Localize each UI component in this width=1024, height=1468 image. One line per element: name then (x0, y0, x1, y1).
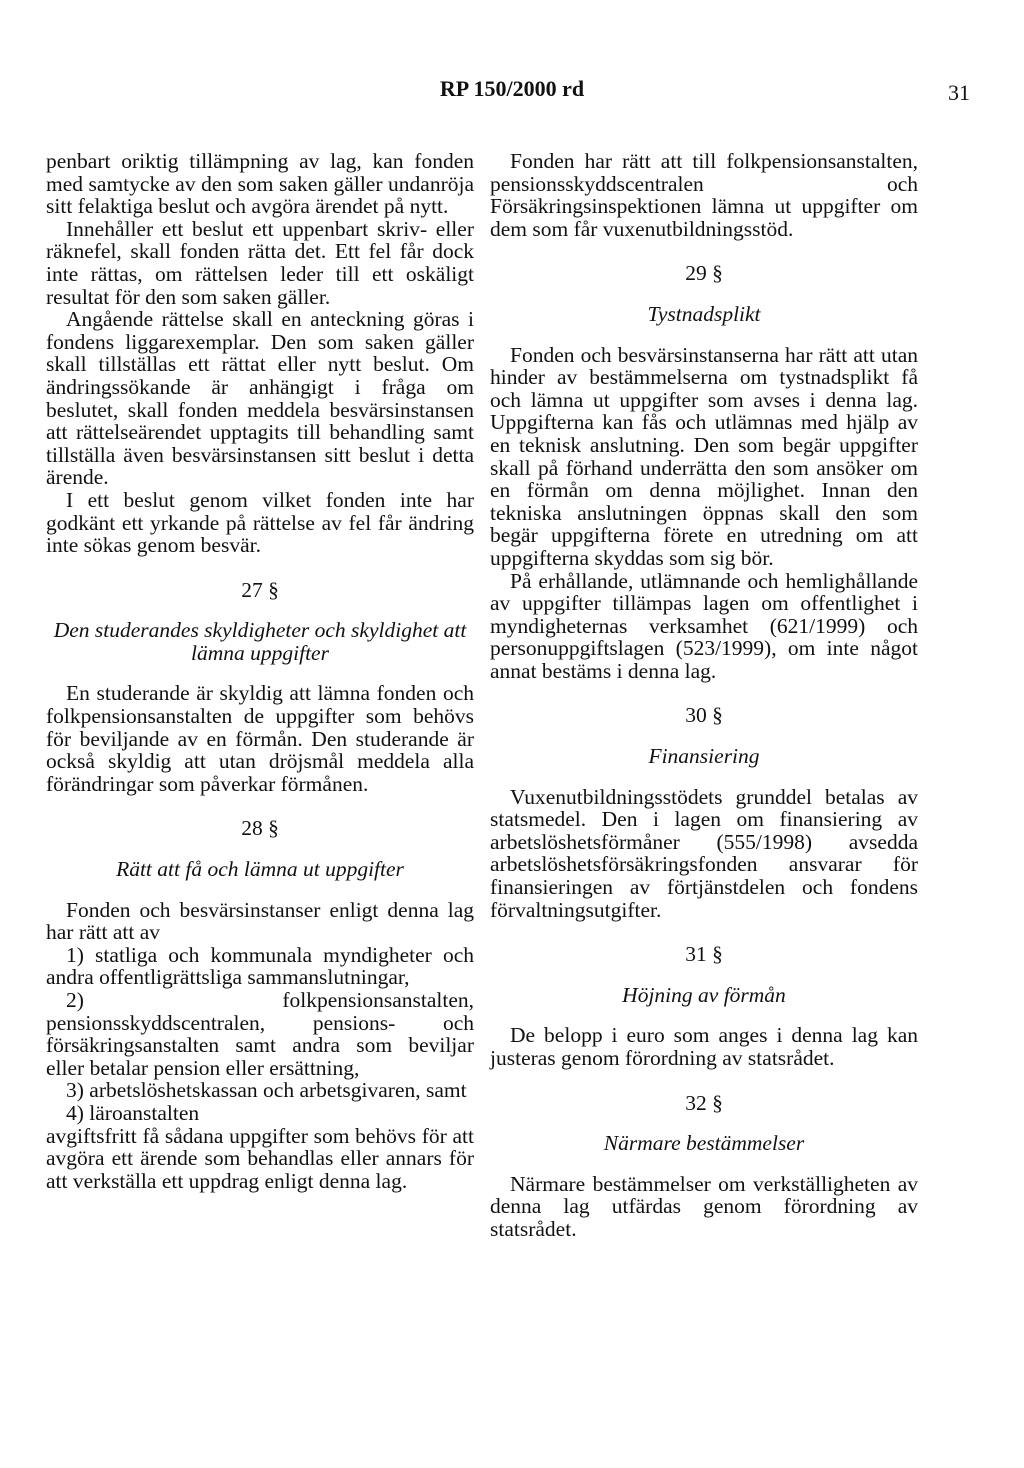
paragraph: Närmare bestämmelser om verkställigheten av denna lag utfärdas genom förordning av statsrådet. (490, 1171, 918, 1241)
paragraph: De belopp i euro som anges i denna lag kan justeras genom förordning av statsrådet. (490, 1023, 918, 1070)
paragraph: På erhållande, utlämnande och hemlighållande av uppgifter tillämpas lagen om offentlighet i myndigheternas verksamhet (621/1999) och personuppgiftslagen (523/1999), om inte något annat bestäms i denna lag. (490, 568, 918, 683)
paragraph: Vuxenutbildningsstödets grunddel betalas av statsmedel. Den i lagen om finansiering av arbetslöshetsförmåner (555/1998) avsedda arbetslöshetsförsäkringsfonden ansvarar för finansieringen av förtjänstdelen och fondens förvaltningsutgifter. (490, 784, 918, 922)
section-number-31: 31 § (685, 942, 723, 967)
paragraph: I ett beslut genom vilket fonden inte har godkänt ett yrkande på rättelse av fel får ändring inte sökas genom besvär. (46, 487, 474, 558)
list-item: 2) folkpensionsanstalten, pensionsskyddscentralen, pensions- och försäkringsanstalten samt andra som beviljar eller betalar pension eller ersättning, (46, 988, 474, 1080)
document-header-title: RP 150/2000 rd (439, 76, 585, 101)
paragraph: penbart oriktig tillämpning av lag, kan fonden med samtycke av den som saken gäller undanröja sitt felaktiga beslut och avgöra ärendet på nytt. (46, 149, 474, 219)
section-heading-31: Höjning av förmån (622, 982, 786, 1007)
section-number-28: 28 § (241, 816, 279, 841)
list-item: 1) statliga och kommunala myndigheter och andra offentligrättsliga sammanslutningar, (46, 942, 474, 990)
right-column (490, 150, 918, 1241)
paragraph: Angående rättelse skall en anteckning göras i fondens liggarexemplar. Den som saken gäller skall tillställas ett rättat eller nytt beslut. Om ändringssökande är anhängigt i fråga om beslutet, skall fonden meddela besvärsinstansen att rättelseärendet upptagits till behandling samt tillställa även besvärsinstansen sitt beslut i detta ärende. (46, 307, 474, 490)
paragraph: Fonden och besvärsinstanser enligt denna lag har rätt att av (46, 897, 474, 945)
paragraph: Fonden och besvärsinstanserna har rätt att utan hinder av bestämmelserna om tystnadsplikt få och lämna ut uppgifter som avses i denna lag. Uppgifterna kan fås och utlämnas med hjälp av en teknisk anslutning. Den som begär uppgifter skall på förhand underrätta den som ansöker om en förmån om denna möjlighet. Innan den tekniska anslutningen öppnas skall den som begär uppgifterna förete en utredning om att uppgifterna skyddas som sig bör. (490, 342, 918, 570)
section-heading-32: Närmare bestämmelser (603, 1131, 805, 1156)
paragraph: En studerande är skyldig att lämna fonden och folkpensionsanstalten de uppgifter som behövs för beviljande av en förmån. Den studerande är också skyldig att utan dröjsmål meddela alla förändringar som påverkar förmånen. (46, 681, 474, 796)
paragraph: avgiftsfritt få sådana uppgifter som behövs för att avgöra ett ärende som behandlas eller annars för att verkställa ett uppdrag enligt denna lag. (46, 1123, 474, 1193)
list-item: 3) arbetslöshetskassan och arbetsgivaren, samt (66, 1078, 467, 1103)
section-heading-27: Den studerandes skyldigheter och skyldighet att lämna uppgifter (53, 618, 467, 665)
section-heading-28: Rätt att få och lämna ut uppgifter (116, 857, 404, 882)
left-column (46, 150, 474, 1192)
section-number-29: 29 § (685, 261, 723, 286)
section-number-30: 30 § (685, 703, 723, 728)
section-number-32: 32 § (685, 1090, 723, 1115)
section-heading-30: Finansiering (648, 744, 760, 769)
section-heading-29: Tystnadsplikt (647, 301, 761, 326)
page-number: 31 (948, 80, 970, 105)
paragraph: Fonden har rätt att till folkpensionsanstalten, pensionsskyddscentralen och Försäkringsinspektionen lämna ut uppgifter om dem som får vuxenutbildningsstöd. (490, 149, 918, 241)
section-number-27: 27 § (241, 577, 279, 602)
paragraph: Innehåller ett beslut ett uppenbart skriv- eller räknefel, skall fonden rätta det. Ett fel får dock inte rättas, om rättelsen leder till ett oskäligt resultat för den som saken gäller. (46, 216, 474, 309)
list-item: 4) läroanstalten (66, 1100, 200, 1125)
